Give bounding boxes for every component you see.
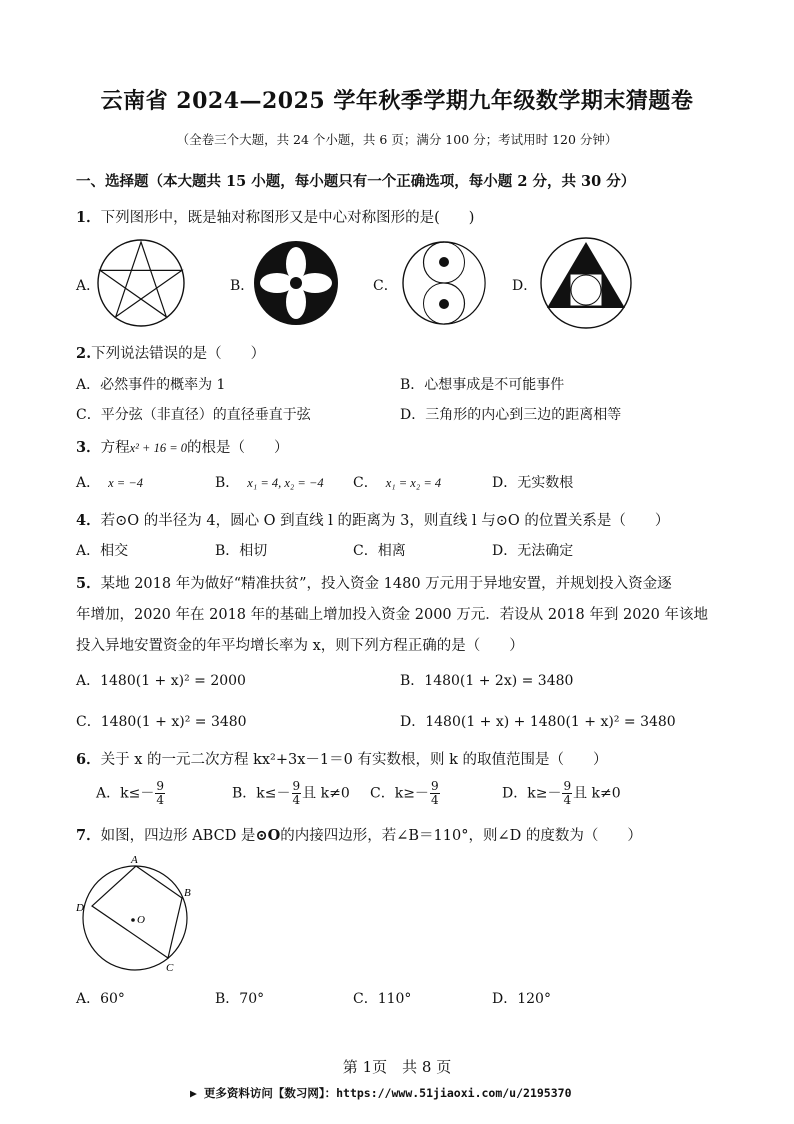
equation: x² + 16 = 0 xyxy=(129,441,188,455)
question-number: 7． xyxy=(76,827,101,844)
option-d: D．1480(1 + x) + 1480(1 + x)² = 3480 xyxy=(400,714,676,730)
vertex-label-a: A xyxy=(131,854,138,866)
option-d: D．三角形的内心到三边的距离相等 xyxy=(400,407,622,423)
option-a: A． x = −4 xyxy=(76,475,144,491)
question-number: 5． xyxy=(76,575,101,592)
question-stem-line-2: 年增加，2020 年在 2018 年的基础上增加投入资金 2000 万元．若设从 2018 年到 2020 年该地 xyxy=(76,607,708,623)
question-7: 7．如图，四边形 ABCD 是⊙O的内接四边形，若∠B＝110°，则∠D 的度数为（ ） xyxy=(76,827,642,844)
option-b: B．心想事成是不可能事件 xyxy=(400,377,565,393)
question-stem: 下列说法错误的是（ ） xyxy=(91,346,266,362)
triangle-square-in-circle-icon xyxy=(539,236,633,330)
option-c: C．110° xyxy=(353,991,412,1007)
four-petal-flower-icon xyxy=(253,240,339,326)
option-c: C． x₁ = x₂ = 4 xyxy=(353,475,442,491)
option-b: B．70° xyxy=(215,991,265,1007)
option-label-b: B． xyxy=(230,278,255,294)
question-6 xyxy=(76,748,608,769)
question-5 xyxy=(76,572,672,593)
option-label-d: D． xyxy=(512,278,538,294)
option-c: C．相离 xyxy=(353,543,406,559)
page-title: 云南省 2024—2025 学年秋季学期九年级数学期末猜题卷 xyxy=(100,88,694,114)
option-b: B．相切 xyxy=(215,543,268,559)
option-a: A．60° xyxy=(76,991,125,1007)
option-d: D．无法确定 xyxy=(492,543,574,559)
center-label-o: O xyxy=(137,914,145,926)
option-label-c: C． xyxy=(373,278,398,294)
question-stem: 下列图形中，既是轴对称图形又是中心对称图形的是( ) xyxy=(100,210,475,226)
option-b: B．k≤－ $\frac{9}{4}$ 且 k≠0 xyxy=(232,779,350,807)
option-d: D．120° xyxy=(492,991,551,1007)
option-c: C．平分弦（非直径）的直径垂直于弦 xyxy=(76,407,311,423)
option-a: A．k≤－ $\frac{9}{4}$ xyxy=(96,779,164,807)
question-stem-line-3: 投入异地安置资金的年平均增长率为 x，则下列方程正确的是（ ） xyxy=(76,638,524,654)
option-d: D．无实数根 xyxy=(492,475,574,491)
question-number: 2. xyxy=(76,345,92,362)
page-number: 第 1页 共 8 页 xyxy=(342,1058,452,1076)
question-stem-line-1: 某地 2018 年为做好“精准扶贫”，投入资金 1480 万元用于异地安置，并规划投入资金逐 xyxy=(100,576,672,592)
option-c: C．k≥－ $\frac{9}{4}$ xyxy=(370,779,439,807)
question-1 xyxy=(76,206,474,227)
yin-yang-icon xyxy=(401,240,487,326)
vertex-label-b: B xyxy=(184,887,191,899)
option-a: A．相交 xyxy=(76,543,129,559)
exam-info: （全卷三个大题，共 24 个小题，共 6 页；满分 100 分；考试用时 120 分钟） xyxy=(176,132,618,147)
question-2 xyxy=(76,342,265,363)
resource-link[interactable]: ▶ 更多资料访问【数习网】：https://www.51jiaoxi.com/u/2195370 xyxy=(190,1086,572,1100)
vertex-label-c: C xyxy=(166,962,174,974)
option-b: B． x₁ = 4, x₂ = −4 xyxy=(215,475,324,491)
question-stem: 若⊙O 的半径为 4，圆心 O 到直线 l 的距离为 3，则直线 l 与⊙O 的位置关系是（ ） xyxy=(100,513,670,529)
question-number: 6． xyxy=(76,751,101,768)
question-3: 3．方程x² + 16 = 0的根是（ ） xyxy=(76,439,289,456)
option-d: D．k≥－ $\frac{9}{4}$ 且 k≠0 xyxy=(502,779,621,807)
pentagram-in-circle-icon xyxy=(96,238,186,328)
option-c: C．1480(1 + x)² = 3480 xyxy=(76,714,247,730)
section-heading: 一、选择题（本大题共 15 小题，每小题只有一个正确选项，每小题 2 分，共 30 分） xyxy=(76,173,636,190)
inscribed-quadrilateral-figure xyxy=(70,854,200,978)
option-b: B．1480(1 + 2x) = 3480 xyxy=(400,673,574,689)
question-4 xyxy=(76,509,669,530)
question-number: 4． xyxy=(76,512,101,529)
circle-o-symbol: ⊙O xyxy=(255,827,281,844)
question-stem: 关于 x 的一元二次方程 kx²+3x－1＝0 有实数根，则 k 的取值范围是（ ） xyxy=(100,752,608,768)
question-number: 1． xyxy=(76,209,101,226)
option-a: A．1480(1 + x)² = 2000 xyxy=(76,673,246,689)
option-label-a: A． xyxy=(76,278,101,294)
vertex-label-d: D xyxy=(76,902,84,914)
option-a: A．必然事件的概率为 1 xyxy=(76,377,226,393)
question-number: 3． xyxy=(76,439,101,456)
